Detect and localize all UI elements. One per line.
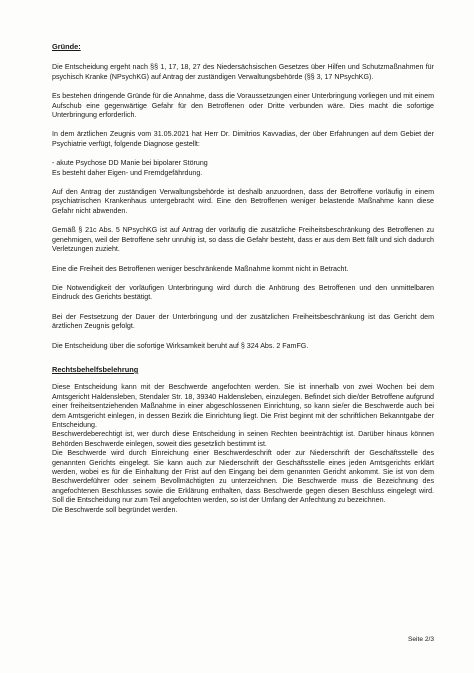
paragraph-legal-basis: Die Entscheidung ergeht nach §§ 1, 17, 18, 27 des Niedersächsischen Gesetzes über Hilfen und Schutzmaßnahmen für psychisch Kranke (NPsychKG) auf Antrag der zuständigen Verwaltungsbehörde (§§ 3, 17 NPsychKG).: [52, 63, 434, 81]
section-heading-gruende: Gründe:: [52, 42, 81, 51]
section-heading-rechtsbehelf: Rechtsbehelfsbelehrung: [52, 364, 139, 374]
paragraph-order: Auf den Antrag der zuständigen Verwaltungsbehörde ist deshalb anzuordnen, dass der Betroffene vorläufig in einem psychiatrischen Krankenhaus untergebracht wird. Eine den Betroffenen weniger belastende Maßnahme kann diese Gefahr nicht abwenden.: [52, 188, 434, 215]
danger-statement: Es besteht daher Eigen- und Fremdgefährdung.: [52, 168, 203, 177]
page-number: Seite 2/3: [407, 636, 434, 643]
diagnosis-line: - akute Psychose DD Manie bei bipolarer Störung: [52, 159, 208, 168]
rechtsbehelf-paragraph-4: Die Beschwerde soll begründet werden.: [52, 505, 178, 514]
paragraph-medical-certificate: In dem ärztlichen Zeugnis vom 31.05.2021 hat Herr Dr. Dimitrios Kavvadias, der über Erfahrungen auf dem Gebiet der Psychiatrie verfügt, folgende Diagnose gestellt:: [52, 130, 434, 148]
paragraph-duration: Bei der Festsetzung der Dauer der Unterbringung und der zusätzlichen Freiheitsbeschränkung ist das Gericht dem ärztlichen Zeugnis gefolgt.: [52, 312, 434, 331]
rechtsbehelf-paragraph-3: Die Beschwerde wird durch Einreichung einer Beschwerdeschrift oder zur Niederschrift der Geschäftsstelle des genannten Gerichts eingelegt. Sie kann auch zur Niederschrift der Geschäftsstelle eines jeden Amtsgerichts erklärt werden, wobei es für die Einhaltung der Frist auf den Eingang bei dem genannten Gericht ankommt. Sie ist von dem Beschwerdeführer oder seinem Bevollmächtigten zu unterzeichnen. Die Beschwerde muss die Bezeichnung des angefochtenen Beschlusses sowie die Erklärung enthalten, dass Beschwerde gegen diesen Beschluss eingelegt wird. Soll die Entscheidung nur zum Teil angefochten werden, so ist der Umfang der Anfechtung zu bezeichnen.: [52, 449, 434, 505]
rechtsbehelf-paragraph-1: Diese Entscheidung kann mit der Beschwerde angefochten werden. Sie ist innerhalb von zwei Wochen bei dem Amtsgericht Haldensleben, Stendaler Str. 18, 39340 Haldensleben, einzulegen. Befindet sich die/der Betroffene aufgrund einer freiheitsentziehenden Maßnahme in einer abgeschlossenen Einrichtung, so kann sie/er die Beschwerde auch bei dem Amtsgericht einlegen, in dessen Bezirk die Einrichtung liegt. Die Frist beginnt mit der schriftlichen Bekanntgabe der Entscheidung.: [52, 383, 434, 429]
rechtsbehelf-paragraph-2: Beschwerdeberechtigt ist, wer durch diese Entscheidung in seinen Rechten beeinträchtigt ist. Darüber hinaus können Behörden Beschwerde einlegen, soweit dies gesetzlich bestimmt ist.: [52, 430, 434, 448]
paragraph-no-alternative: Eine die Freiheit des Betroffenen weniger beschränkende Maßnahme kommt nicht in Betracht.: [52, 264, 349, 273]
paragraph-hearing: Die Notwendigkeit der vorläufigen Unterbringung wird durch die Anhörung des Betroffenen und den unmittelbaren Eindruck des Gerichts bestätigt.: [52, 283, 434, 302]
paragraph-restriction: Gemäß § 21c Abs. 5 NPsychKG ist auf Antrag der vorläufig die zusätzliche Freiheitsbeschränkung des Betroffenen zu genehmigen, weil der Betroffene sehr unruhig ist, so dass die Gefahr besteht, dass er aus dem Bett fällt und sich dadurch Verletzungen zuzieht.: [52, 226, 434, 254]
paragraph-effectiveness: Die Entscheidung über die sofortige Wirksamkeit beruht auf § 324 Abs. 2 FamFG.: [52, 341, 309, 350]
document-body: [52, 42, 434, 515]
paragraph-urgent-reasons: Es bestehen dringende Gründe für die Annahme, dass die Voraussetzungen einer Unterbringung vorliegen und mit einem Aufschub eine gegenwärtige Gefahr für den Betroffenen oder Dritte verbunden wäre. Dies macht die sofortige Unterbringung erforderlich.: [52, 92, 434, 120]
diagnosis-block: [52, 159, 434, 178]
